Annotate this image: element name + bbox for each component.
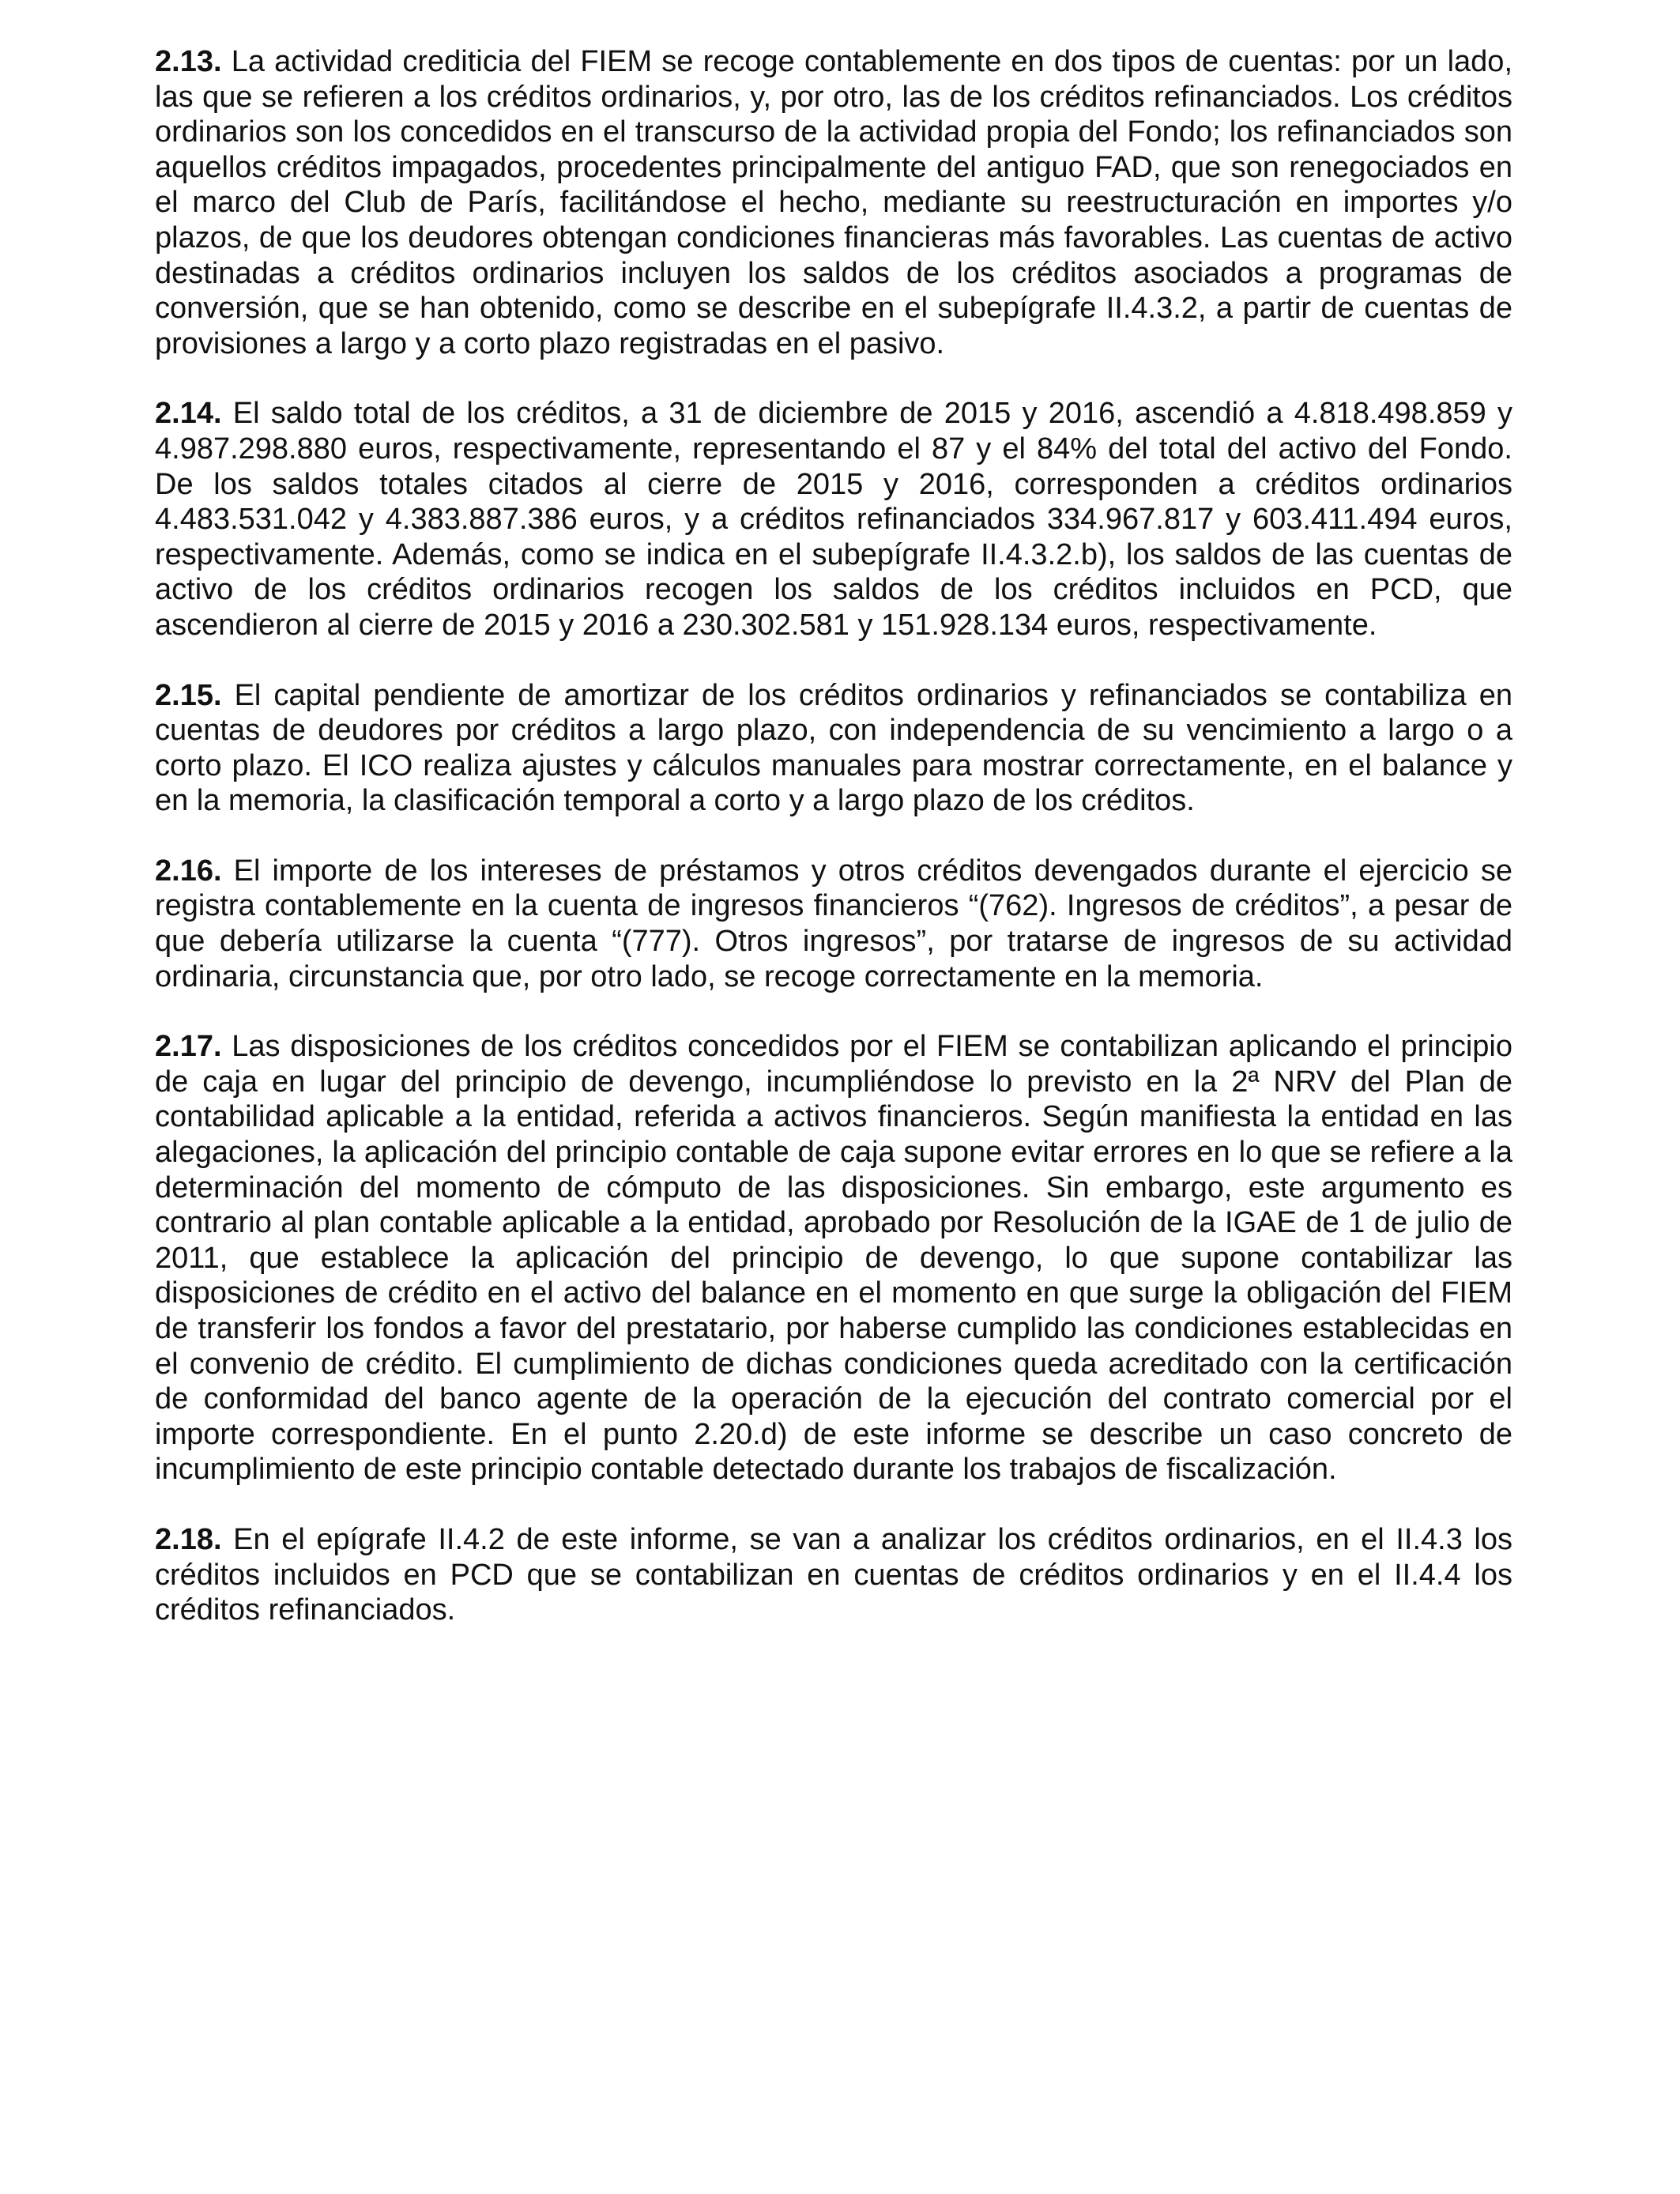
paragraph-number: 2.14.: [155, 397, 222, 431]
paragraph-text: Las disposiciones de los créditos concedidos por el FIEM se contabilizan aplicando el principio de caja en lugar del principio de devengo, incumpliéndose lo previsto en la 2ª NRV del Plan de contabilidad aplicable a la entidad, referida a activos financieros. Según manifiesta la entidad en las alegaciones, la aplicación del principio contable de caja supone evitar errores en lo que se refiere a la determinación del momento de cómputo de las disposiciones. Sin embargo, este argumento es contrario al plan contable aplicable a la entidad, aprobado por Resolución de la IGAE de 1 de julio de 2011, que establece la aplicación del principio de devengo, lo que supone contabilizar las disposiciones de crédito en el activo del balance en el momento en que surge la obligación del FIEM de transferir los fondos a favor del prestatario, por haberse cumplido las condiciones establecidas en el convenio de crédito. El cumplimiento de dichas condiciones queda acreditado con la certificación de conformidad del banco agente de la operación de la ejecución del contrato comercial por el importe correspondiente. En el punto 2.20.d) de este informe se describe un caso concreto de incumplimiento de este principio contable detectado durante los trabajos de fiscalización.: [155, 1030, 1512, 1487]
paragraph-text: La actividad crediticia del FIEM se recoge contablemente en dos tipos de cuentas: por un lado, las que se refieren a los créditos ordinarios, y, por otro, las de los créditos refinanciados. Los créditos ordinarios son los concedidos en el transcurso de la actividad propia del Fondo; los refinanciados son aquellos créditos impagados, procedentes principalmente del antiguo FAD, que son renegociados en el marco del Club de París, facilitándose el hecho, mediante su reestructuración en importes y/o plazos, de que los deudores obtengan condiciones financieras más favorables. Las cuentas de activo destinadas a créditos ordinarios incluyen los saldos de los créditos asociados a programas de conversión, que se han obtenido, como se describe en el subepígrafe II.4.3.2, a partir de cuentas de provisiones a largo y a corto plazo registradas en el pasivo.: [155, 45, 1512, 360]
paragraph-number: 2.16.: [155, 854, 222, 888]
paragraph-number: 2.15.: [155, 678, 222, 712]
document-body: [155, 44, 1512, 1663]
paragraph-2-16: [155, 854, 1512, 994]
paragraph-2-13: [155, 44, 1512, 361]
paragraph-2-14: [155, 396, 1512, 643]
paragraph-number: 2.18.: [155, 1522, 222, 1556]
paragraph-number: 2.13.: [155, 45, 222, 78]
paragraph-2-17: [155, 1029, 1512, 1487]
paragraph-2-15: [155, 678, 1512, 819]
paragraph-text: El importe de los intereses de préstamos y otros créditos devengados durante el ejercicio se registra contablemente en la cuenta de ingresos financieros “(762). Ingresos de créditos”, a pesar de que debería utilizarse la cuenta “(777). Otros ingresos”, por tratarse de ingresos de su actividad ordinaria, circunstancia que, por otro lado, se recoge correctamente en la memoria.: [155, 854, 1513, 993]
paragraph-2-18: [155, 1522, 1512, 1628]
paragraph-text: En el epígrafe II.4.2 de este informe, se van a analizar los créditos ordinarios, en el II.4.3 los créditos incluidos en PCD que se contabilizan en cuentas de créditos ordinarios y en el II.4.4 los créditos refinanciados.: [155, 1522, 1512, 1627]
paragraph-number: 2.17.: [155, 1030, 222, 1064]
paragraph-text: El saldo total de los créditos, a 31 de diciembre de 2015 y 2016, ascendió a 4.818.498.859 y 4.987.298.880 euros, respectivamente, representando el 87 y el 84% del total del activo del Fondo. De los saldos totales citados al cierre de 2015 y 2016, corresponden a créditos ordinarios 4.483.531.042 y 4.383.887.386 euros, y a créditos refinanciados 334.967.817 y 603.411.494 euros, respectivamente. Además, como se indica en el subepígrafe II.4.3.2.b), los saldos de las cuentas de activo de los créditos ordinarios recogen los saldos de los créditos incluidos en PCD, que ascendieron al cierre de 2015 y 2016 a 230.302.581 y 151.928.134 euros, respectivamente.: [155, 397, 1512, 642]
paragraph-text: El capital pendiente de amortizar de los créditos ordinarios y refinanciados se contabiliza en cuentas de deudores por créditos a largo plazo, con independencia de su vencimiento a largo o a corto plazo. El ICO realiza ajustes y cálculos manuales para mostrar correctamente, en el balance y en la memoria, la clasificación temporal a corto y a largo plazo de los créditos.: [155, 678, 1513, 818]
